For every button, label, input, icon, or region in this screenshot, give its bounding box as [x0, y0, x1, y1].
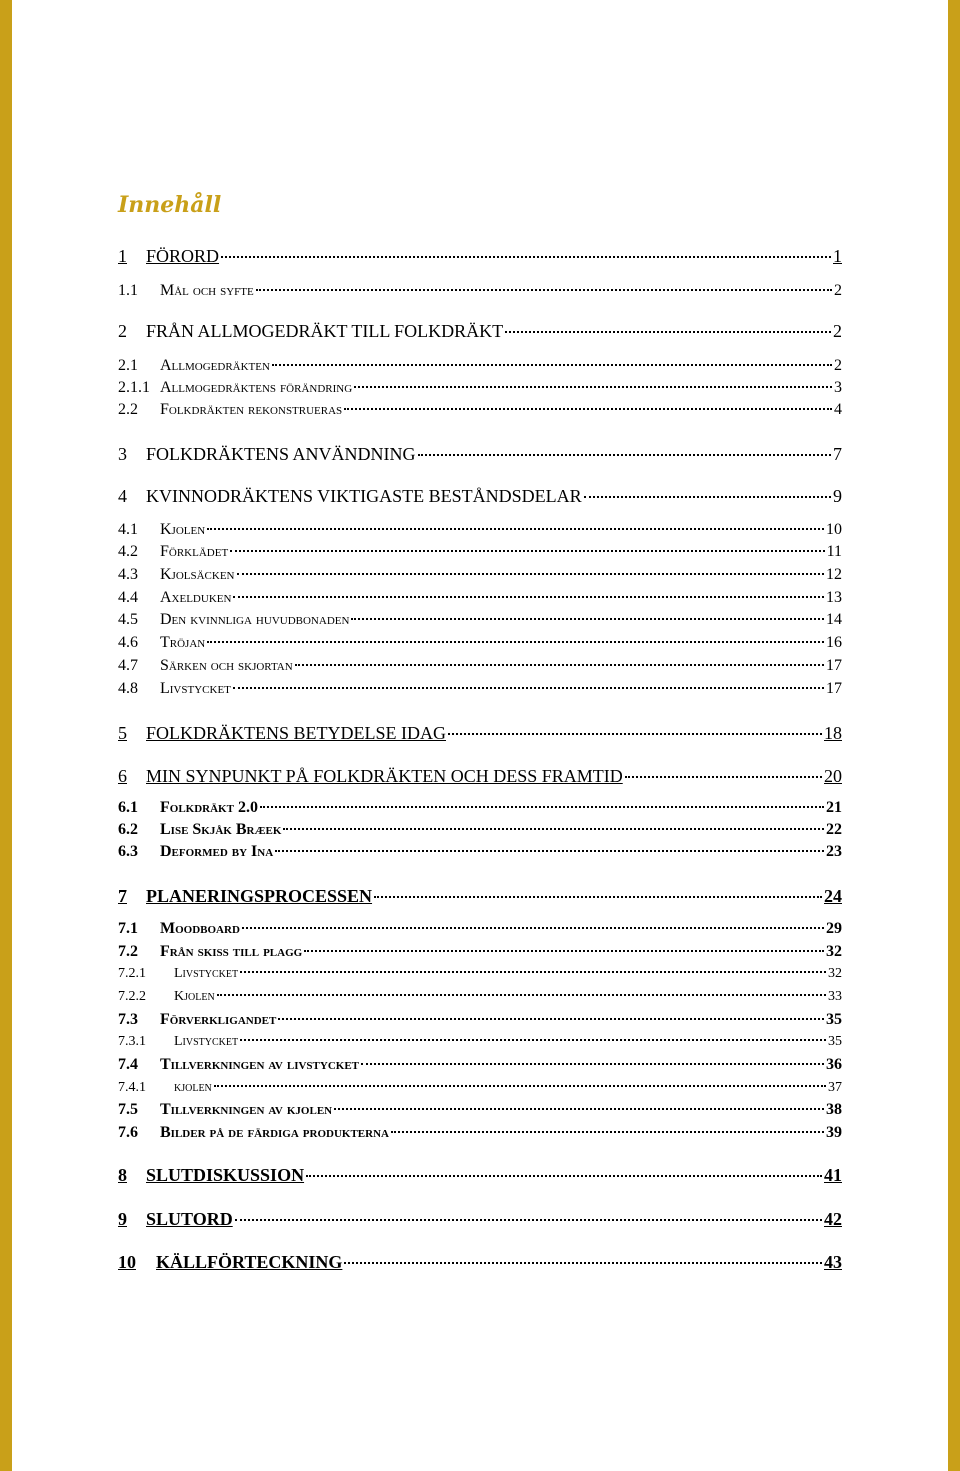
- toc-entry-7-1[interactable]: 7.1 Moodboard 29: [118, 920, 842, 937]
- toc-entry-5[interactable]: 5 FOLKDRÄKTENS BETYDELSE IDAG 18: [118, 723, 842, 743]
- toc-entry-7-5[interactable]: 7.5 Tillverkningen av kjolen 38: [118, 1101, 842, 1118]
- toc-entry-7[interactable]: 7 PLANERINGSPROCESSEN 24: [118, 886, 842, 906]
- page-border-left: [0, 0, 12, 1471]
- toc-entry-6-3[interactable]: 6.3 Deformed by Ina 23: [118, 843, 842, 860]
- toc-entry-2-1[interactable]: 2.1 Allmogedräkten 2: [118, 357, 842, 374]
- toc-entry-4-5[interactable]: 4.5 Den kvinnliga huvudbonaden 14: [118, 611, 842, 628]
- toc-entry-4-6[interactable]: 4.6 Tröjan 16: [118, 634, 842, 651]
- toc-title: Innehåll: [118, 192, 222, 218]
- toc-entry-10[interactable]: 10 KÄLLFÖRTECKNING 43: [118, 1252, 842, 1272]
- toc-entry-3[interactable]: 3 FOLKDRÄKTENS ANVÄNDNING 7: [118, 444, 842, 464]
- toc-entry-7-3-1[interactable]: 7.3.1 Livstycket 35: [118, 1034, 842, 1049]
- toc-entry-7-2-2[interactable]: 7.2.2 Kjolen 33: [118, 989, 842, 1004]
- toc-entry-7-4[interactable]: 7.4 Tillverkningen av livstycket 36: [118, 1056, 842, 1073]
- toc-entry-1-1[interactable]: 1.1 Mål och syfte 2: [118, 282, 842, 299]
- toc-entry-4-2[interactable]: 4.2 Förklädet 11: [118, 543, 842, 560]
- toc-entry-1[interactable]: 1 FÖRORD 1: [118, 246, 842, 266]
- toc-entry-7-6[interactable]: 7.6 Bilder på de färdiga produkterna 39: [118, 1124, 842, 1141]
- toc-entry-9[interactable]: 9 SLUTORD 42: [118, 1209, 842, 1229]
- toc-entry-4-7[interactable]: 4.7 Särken och skjortan 17: [118, 657, 842, 674]
- toc-entry-4[interactable]: 4 KVINNODRÄKTENS VIKTIGASTE BESTÅNDSDELAR 9: [118, 486, 842, 506]
- toc-entry-6-1[interactable]: 6.1 Folkdräkt 2.0 21: [118, 799, 842, 816]
- page-border-right: [948, 0, 960, 1471]
- toc-entry-2[interactable]: 2 FRÅN ALLMOGEDRÄKT TILL FOLKDRÄKT 2: [118, 321, 842, 341]
- toc-entry-4-4[interactable]: 4.4 Axelduken 13: [118, 589, 842, 606]
- table-of-contents: [118, 0, 842, 1471]
- toc-entry-8[interactable]: 8 SLUTDISKUSSION 41: [118, 1165, 842, 1185]
- toc-entry-7-2-1[interactable]: 7.2.1 Livstycket 32: [118, 966, 842, 981]
- toc-entry-7-4-1[interactable]: 7.4.1 kjolen 37: [118, 1080, 842, 1095]
- toc-entry-4-1[interactable]: 4.1 Kjolen 10: [118, 521, 842, 538]
- toc-entry-6[interactable]: 6 MIN SYNPUNKT PÅ FOLKDRÄKTEN OCH DESS FRAMTID 20: [118, 766, 842, 786]
- toc-entry-6-2[interactable]: 6.2 Lise Skjåk Bræek 22: [118, 821, 842, 838]
- toc-entry-4-3[interactable]: 4.3 Kjolsäcken 12: [118, 566, 842, 583]
- toc-entry-2-2[interactable]: 2.2 Folkdräkten rekonstrueras 4: [118, 401, 842, 418]
- toc-entry-4-8[interactable]: 4.8 Livstycket 17: [118, 680, 842, 697]
- toc-entry-7-3[interactable]: 7.3 Förverkligandet 35: [118, 1011, 842, 1028]
- toc-entry-7-2[interactable]: 7.2 Från skiss till plagg 32: [118, 943, 842, 960]
- toc-entry-2-1-1[interactable]: 2.1.1 Allmogedräktens förändring 3: [118, 379, 842, 396]
